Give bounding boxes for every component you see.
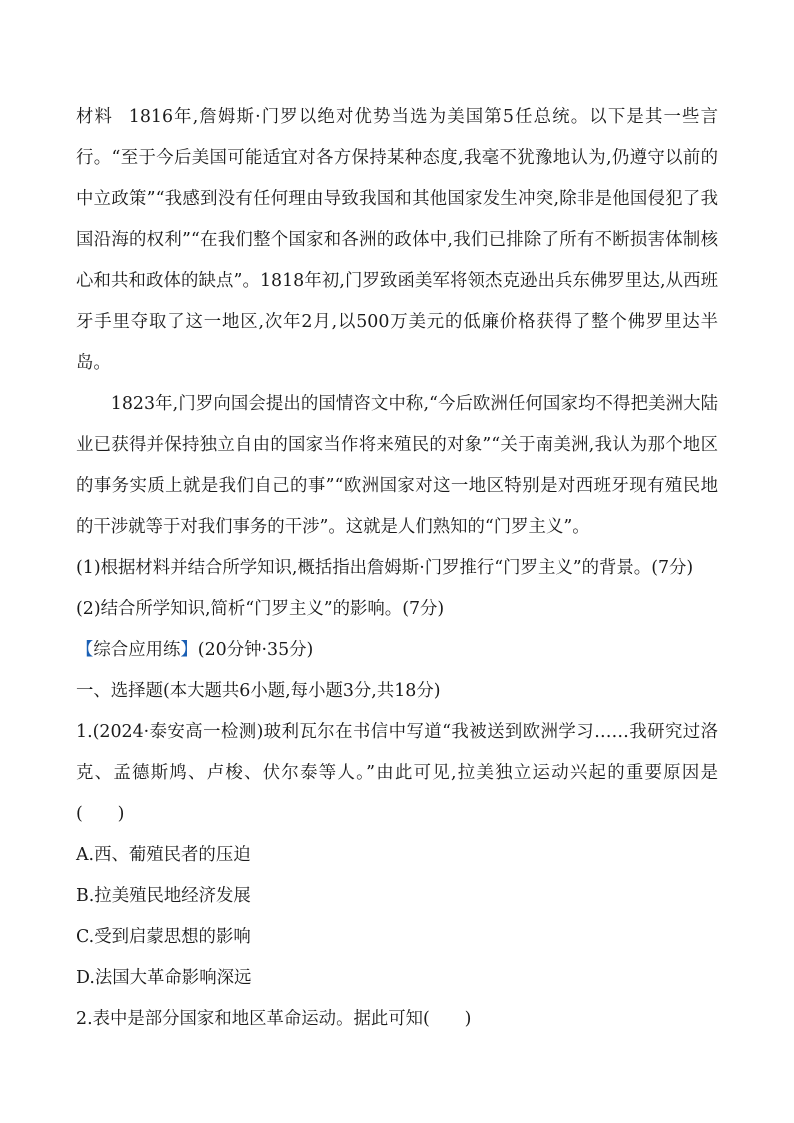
- section-heading: [76, 630, 718, 671]
- part-title: 一、选择题(本大题共6小题,每小题3分,共18分): [76, 681, 441, 701]
- bracket-close: 】: [180, 640, 198, 660]
- question-1: (1)根据材料并结合所学知识,概括指出詹姆斯·门罗推行“门罗主义”的背景。(7分): [76, 558, 694, 578]
- item-1-option-c: C.受到启蒙思想的影响: [76, 927, 251, 947]
- item-1-stem: 1.(2024·泰安高一检测)玻利瓦尔在书信中写道“我被送到欧洲学习……我研究过洛克、孟德斯鸠、卢梭、伏尔泰等人。”由此可见,拉美独立运动兴起的重要原因是( ): [76, 722, 718, 824]
- item-1-option-b: B.拉美殖民地经济发展: [76, 886, 251, 906]
- item-1-option-d: D.法国大革命影响深远: [76, 968, 252, 988]
- item-1-option-a: A.西、葡殖民者的压迫: [76, 845, 251, 865]
- material-text-1: 1816年,詹姆斯·门罗以绝对优势当选为美国第5任总统。以下是其一些言行。“至于今后美国可能适宜对各方保持某种态度,我毫不犹豫地认为,仍遵守以前的中立政策”“我感到没有任何理由导致我国和其他国家发生冲突,除非是他国侵犯了我国沿海的权利”“在我们整个国家和各洲的政体中,我们已排除了所有不断损害体制核心和共和政体的缺点”。1818年初,门罗致函美军将领杰克逊出兵东佛罗里达,从西班牙手里夺取了这一地区,次年2月,以500万美元的低廉价格获得了整个佛罗里达半岛。: [76, 107, 718, 373]
- material-paragraph-2: 1823年,门罗向国会提出的国情咨文中称,“今后欧洲任何国家均不得把美洲大陆业已获得并保持独立自由的国家当作将来殖民的对象”“关于南美洲,我认为那个地区的事务实质上就是我们自己的事”“欧洲国家对这一地区特别是对西班牙现有殖民地的干涉就等于对我们事务的干涉”。这就是人们熟知的“门罗主义”。: [76, 394, 718, 537]
- section-meta: (20分钟·35分): [197, 640, 314, 660]
- material-paragraph-1: [76, 97, 718, 384]
- material-label: 材料: [76, 107, 114, 127]
- bracket-open: 【: [76, 640, 94, 660]
- question-2: (2)结合所学知识,简析“门罗主义”的影响。(7分): [76, 599, 445, 619]
- content-area: [76, 97, 718, 1040]
- section-title: 综合应用练: [93, 640, 181, 660]
- item-2-stem: 2.表中是部分国家和地区革命运动。据此可知( ): [76, 1009, 472, 1029]
